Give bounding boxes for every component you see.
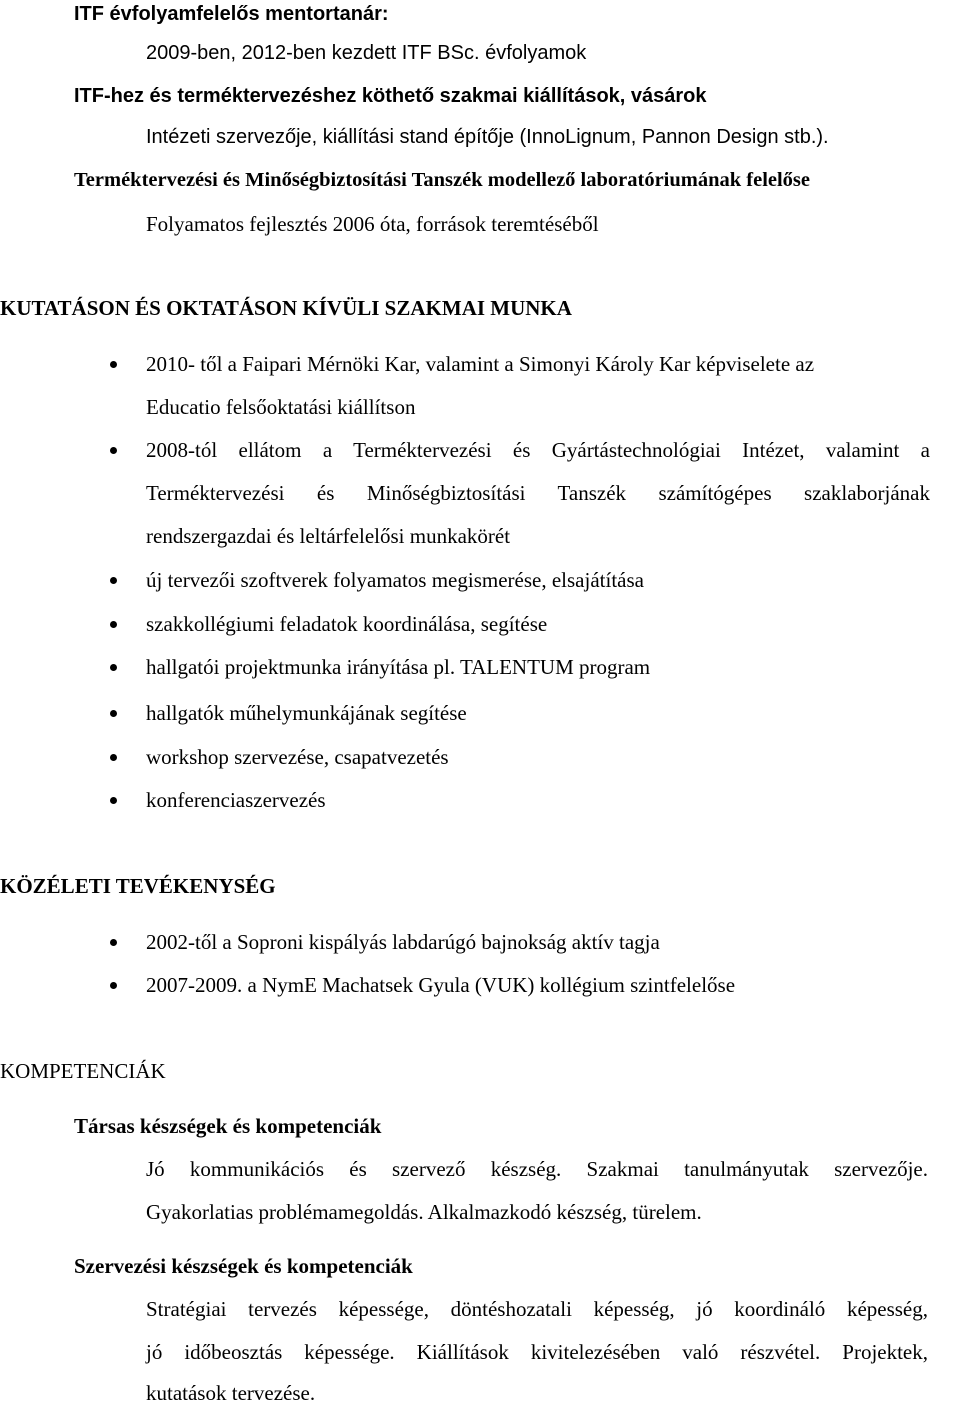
mentor-line-1: 2009-ben, 2012-ben kezdett ITF BSc. évfolyamok (146, 42, 587, 64)
kutatas-item-2-line-1: 2008-tól ellátom a Terméktervezési és Gyártástechnológiai Intézet, valamint a (146, 438, 930, 462)
szervezesi-heading: Szervezési készségek és kompetenciák (74, 1254, 413, 1278)
kutatas-item-3: új tervezői szoftverek folyamatos megismerése, elsajátítása (146, 568, 644, 592)
kutatas-item-8: konferenciaszervezés (146, 788, 326, 812)
bullet-icon (110, 982, 117, 989)
tarsas-heading: Társas készségek és kompetenciák (74, 1114, 382, 1138)
mentor-heading-2: ITF-hez és terméktervezéshez köthető szakmai kiállítások, vásárok (74, 85, 707, 107)
kutatas-item-5: hallgatói projektmunka irányítása pl. TALENTUM program (146, 655, 651, 679)
mentor-line-3: Folyamatos fejlesztés 2006 óta, források teremtéséből (146, 212, 599, 236)
section-title-kompetenciak: KOMPETENCIÁK (0, 1059, 166, 1083)
mentor-heading: ITF évfolyamfelelős mentortanár: (74, 3, 389, 25)
bullet-icon (110, 754, 117, 761)
kutatas-item-6: hallgatók műhelymunkájának segítése (146, 701, 467, 725)
kutatas-item-2-line-2: Terméktervezési és Minőségbiztosítási Tanszék számítógépes szaklaborjának (146, 481, 930, 505)
szervezesi-line-3: kutatások tervezése. (146, 1381, 316, 1405)
kutatas-item-2-line-3: rendszergazdai és leltárfelelősi munkakörét (146, 524, 511, 548)
szervezesi-line-1: Stratégiai tervezés képessége, döntéshozatali képesség, jó koordináló képesség, (146, 1297, 928, 1321)
bullet-icon (110, 939, 117, 946)
mentor-heading-3: Terméktervezési és Minőségbiztosítási Tanszék modellező laboratóriumának felelőse (74, 169, 811, 191)
bullet-icon (110, 621, 117, 628)
bullet-icon (110, 797, 117, 804)
kutatas-item-1-line-2: Educatio felsőoktatási kiállítson (146, 395, 416, 419)
mentor-line-2: Intézeti szervezője, kiállítási stand építője (InnoLignum, Pannon Design stb.). (146, 126, 829, 148)
tarsas-line-1: Jó kommunikációs és szervező készség. Szakmai tanulmányutak szervezője. (146, 1157, 928, 1181)
kutatas-item-1-line-1: 2010- től a Faipari Mérnöki Kar, valamint a Simonyi Károly Kar képviselete az (146, 352, 815, 376)
section-title-kutatas: KUTATÁSON ÉS OKTATÁSON KÍVÜLI SZAKMAI MUNKA (0, 296, 572, 320)
bullet-icon (110, 664, 117, 671)
bullet-icon (110, 577, 117, 584)
section-title-kozeleti: KÖZÉLETI TEVÉKENYSÉG (0, 874, 276, 898)
kozeleti-item-2: 2007-2009. a NymE Machatsek Gyula (VUK) kollégium szintfelelőse (146, 973, 736, 997)
bullet-icon (110, 361, 117, 368)
kozeleti-item-1: 2002-től a Soproni kispályás labdarúgó bajnokság aktív tagja (146, 930, 660, 954)
szervezesi-line-2: jó időbeosztás képessége. Kiállítások kivitelezésében való részvétel. Projektek, (146, 1340, 928, 1364)
bullet-icon (110, 447, 117, 454)
tarsas-line-2: Gyakorlatias problémamegoldás. Alkalmazkodó készség, türelem. (146, 1200, 702, 1224)
bullet-icon (110, 710, 117, 717)
kutatas-item-4: szakkollégiumi feladatok koordinálása, segítése (146, 612, 548, 636)
kutatas-item-7: workshop szervezése, csapatvezetés (146, 745, 449, 769)
